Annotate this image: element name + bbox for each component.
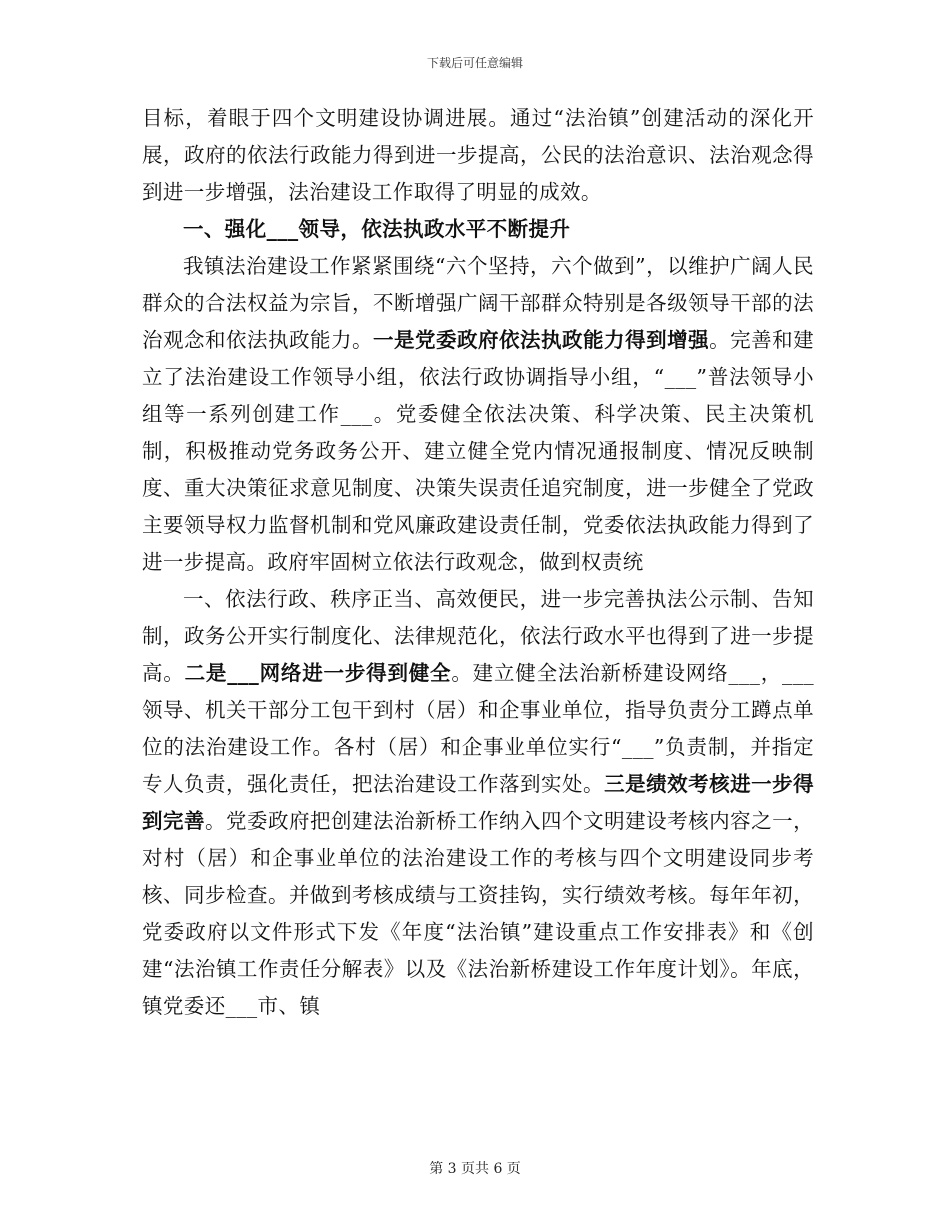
paragraph-text: 。党委政府把创建法治新桥工作纳入四个文明建设考核内容之一，对村（居）和企事业单位的法治建设工作的考核与四个文明建设同步考核、同步检查。并做到考核成绩与工资挂钩，实行绩效考核。每年年初，党委政府以文件形式下发《年度“法治镇”建设重点工作安排表》和《创建“法治镇工作责任分解表》以及《法治新桥建设工作年度计划》。年底，镇党委还___市、镇 xyxy=(142,809,814,1018)
paragraph-text: 我镇法治建设工作紧紧围绕“六个坚持，六个做到”，以维护广阔人民群众的合法权益为宗旨，不断增强广阔干部群众特别是各级领导干部的法治观念和依法执政能力。 xyxy=(142,254,814,352)
bold-point-3: 三是绩效考核进一步得到完善 xyxy=(142,772,814,833)
paragraph-text: 。完善和建立了法治建设工作领导小组，依法行政协调指导小组，“___”普法领导小组等一系列创建工作___。党委健全依法决策、科学决策、民主决策机制，积极推动党务政务公开、建立健全党内情况通报制度、情况反映制度、重大决策征求意见制度、决策失误责任追究制度，进一步健全了党政主要领导权力监督机制和党风廉政建设责任制，党委依法执政能力得到了进一步提高。政府牢固树立依法行政观念，做到权责统 xyxy=(142,328,814,574)
section-heading: 一、强化___领导，依法执政水平不断提升 xyxy=(183,217,571,241)
paragraph-intro: 目标，着眼于四个文明建设协调进展。通过“法治镇”创建活动的深化开展，政府的依法行政能力得到进一步提高，公民的法治意识、法治观念得到进一步增强，法治建设工作取得了明显的成效。 xyxy=(142,106,814,204)
page-header: 下载后可任意编辑 xyxy=(426,56,523,70)
paragraph-text: 一、依法行政、秩序正当、高效便民，进一步完善执法公示制、告知制，政务公开实行制度化、法律规范化，依法行政水平也得到了进一步提高。 xyxy=(142,587,814,685)
paragraph-section-1 xyxy=(142,248,814,581)
paragraph-section-2 xyxy=(142,581,814,1025)
bold-point-1: 一是党委政府依法执政能力得到增强 xyxy=(373,328,710,352)
bold-point-2: 二是___网络进一步得到健全 xyxy=(184,661,452,685)
page-footer: 第 3 页共 6 页 xyxy=(429,1161,521,1177)
document-body xyxy=(142,100,814,1025)
paragraph-text: 。建立健全法治新桥建设网络___，___领导、机关干部分工包干到村（居）和企事业单位，指导负责分工蹲点单位的法治建设工作。各村（居）和企事业单位实行“___”负责制，并指定专人负责，强化责任，把法治建设工作落到实处。 xyxy=(142,661,814,796)
